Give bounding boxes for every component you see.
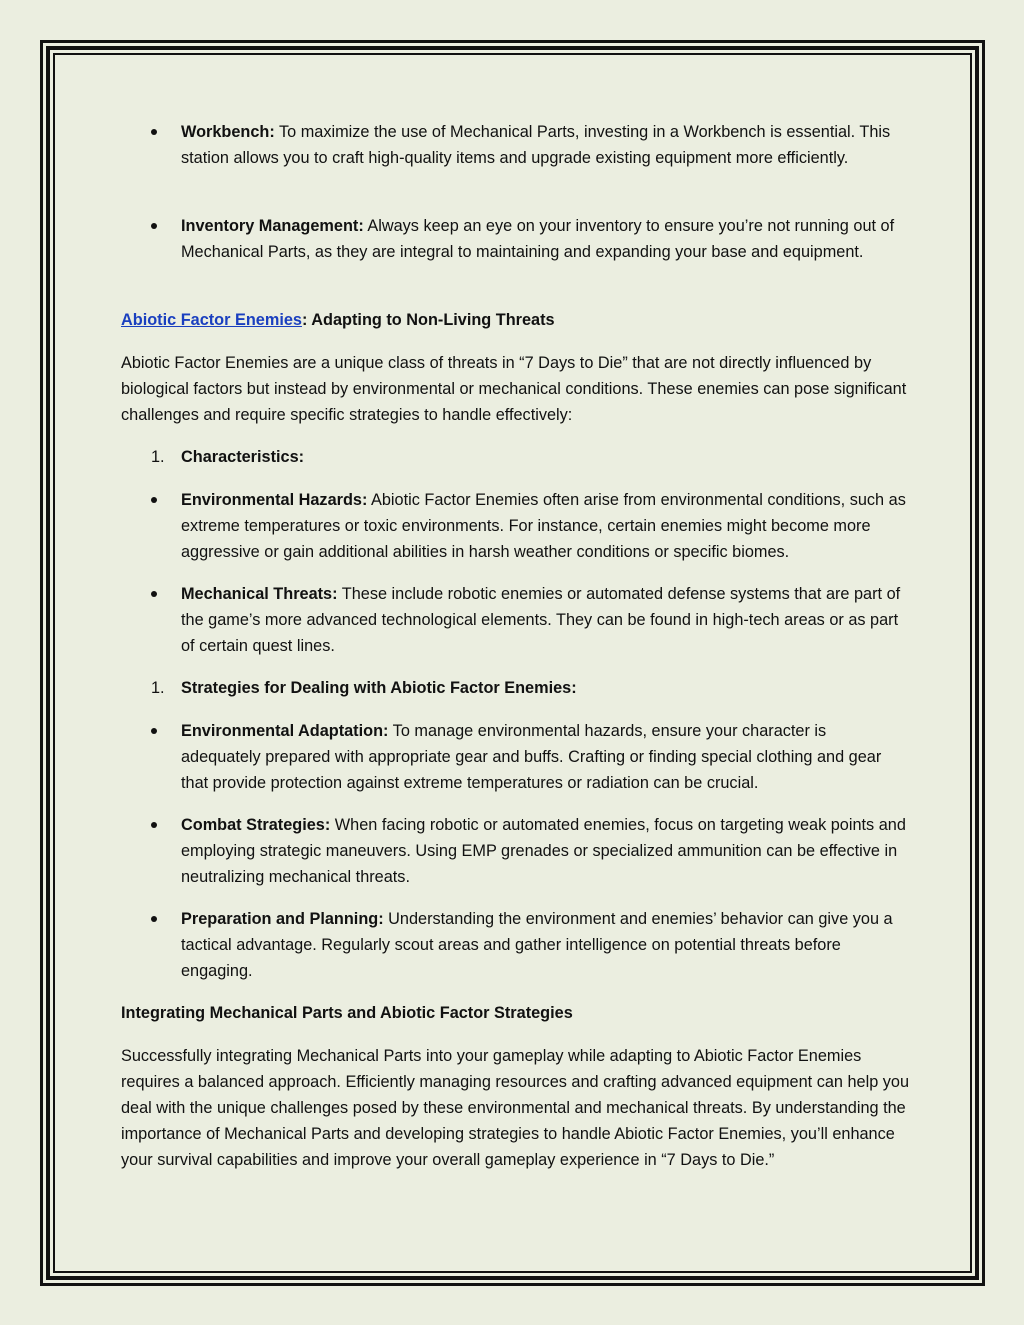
bullet-icon (151, 129, 157, 135)
bullet-icon (151, 223, 157, 229)
list-number: 1. (151, 448, 165, 466)
list-title: Characteristics: (181, 448, 305, 466)
abiotic-factor-enemies-link[interactable]: Abiotic Factor Enemies (121, 311, 302, 329)
bullet-inventory-management (181, 213, 906, 265)
section-heading-integrating (121, 1000, 911, 1026)
bullet-text: Abiotic Factor Enemies often arise from environmental conditions, such as extreme temperatures or toxic environments. For instance, certain enemies might become more aggressive or gain additional abilities in harsh weather conditions or specific biomes. (181, 491, 906, 561)
bullet-icon (151, 591, 157, 597)
bullet-icon (151, 728, 157, 734)
bullet-icon (151, 822, 157, 828)
bullet-icon (151, 497, 157, 503)
list-title: Strategies for Dealing with Abiotic Factor Enemies: (181, 679, 577, 697)
section-heading-abiotic-enemies (121, 307, 911, 333)
bullet-text: When facing robotic or automated enemies, focus on targeting weak points and employing strategic maneuvers. Using EMP grenades or specialized ammunition can be effective in neutralizing mechanical threats. (181, 816, 906, 886)
bullet-label: Environmental Hazards: (181, 491, 368, 509)
bullet-label: Combat Strategies: (181, 816, 331, 834)
bullet-preparation-planning (181, 906, 906, 984)
section-intro-paragraph: Abiotic Factor Enemies are a unique class of threats in “7 Days to Die” that are not directly influenced by biological factors but instead by environmental or mechanical conditions. These enemies can pose significant challenges and require specific strategies to handle effectively: (121, 354, 907, 424)
bullet-text: Always keep an eye on your inventory to ensure you’re not running out of Mechanical Parts, as they are integral to maintaining and expanding your base and equipment. (181, 217, 895, 261)
list-title-characteristics (181, 444, 906, 470)
bullet-environmental-adaptation (181, 718, 906, 796)
bullet-text: These include robotic enemies or automated defense systems that are part of the game’s more advanced technological elements. They can be found in high-tech areas or as part of certain quest lines. (181, 585, 901, 655)
bullet-label: Workbench: (181, 123, 275, 141)
bullet-label: Inventory Management: (181, 217, 364, 235)
list-title-strategies (181, 675, 906, 701)
bullet-text: To manage environmental hazards, ensure your character is adequately prepared with appropriate gear and buffs. Crafting or finding special clothing and gear that provide protection against extreme temperatures or radiation can be crucial. (181, 722, 882, 792)
bullet-text: Understanding the environment and enemies’ behavior can give you a tactical advantage. Regularly scout areas and gather intelligence on potential threats before engaging. (181, 910, 893, 980)
bullet-label: Environmental Adaptation: (181, 722, 389, 740)
bullet-label: Preparation and Planning: (181, 910, 384, 928)
bullet-label: Mechanical Threats: (181, 585, 338, 603)
bullet-workbench (181, 119, 906, 171)
bullet-mechanical-threats (181, 581, 906, 659)
list-number: 1. (151, 679, 165, 697)
bullet-combat-strategies (181, 812, 906, 890)
section-heading-rest: : Adapting to Non-Living Threats (301, 311, 555, 329)
bullet-text: To maximize the use of Mechanical Parts, investing in a Workbench is essential. This station allows you to craft high-quality items and upgrade existing equipment more efficiently. (181, 123, 891, 167)
section-heading-text: Integrating Mechanical Parts and Abiotic Factor Strategies (121, 1004, 573, 1022)
bullet-icon (151, 916, 157, 922)
section-body-paragraph: Successfully integrating Mechanical Parts into your gameplay while adapting to Abiotic Factor Enemies requires a balanced approach. Efficiently managing resources and crafting advanced equipment can help you deal with the unique challenges posed by these environmental and mechanical threats. By understanding the importance of Mechanical Parts and developing strategies to handle Abiotic Factor Enemies, you’ll enhance your survival capabilities and improve your overall gameplay experience in “7 Days to Die.” (121, 1047, 910, 1169)
bullet-environmental-hazards (181, 487, 906, 565)
